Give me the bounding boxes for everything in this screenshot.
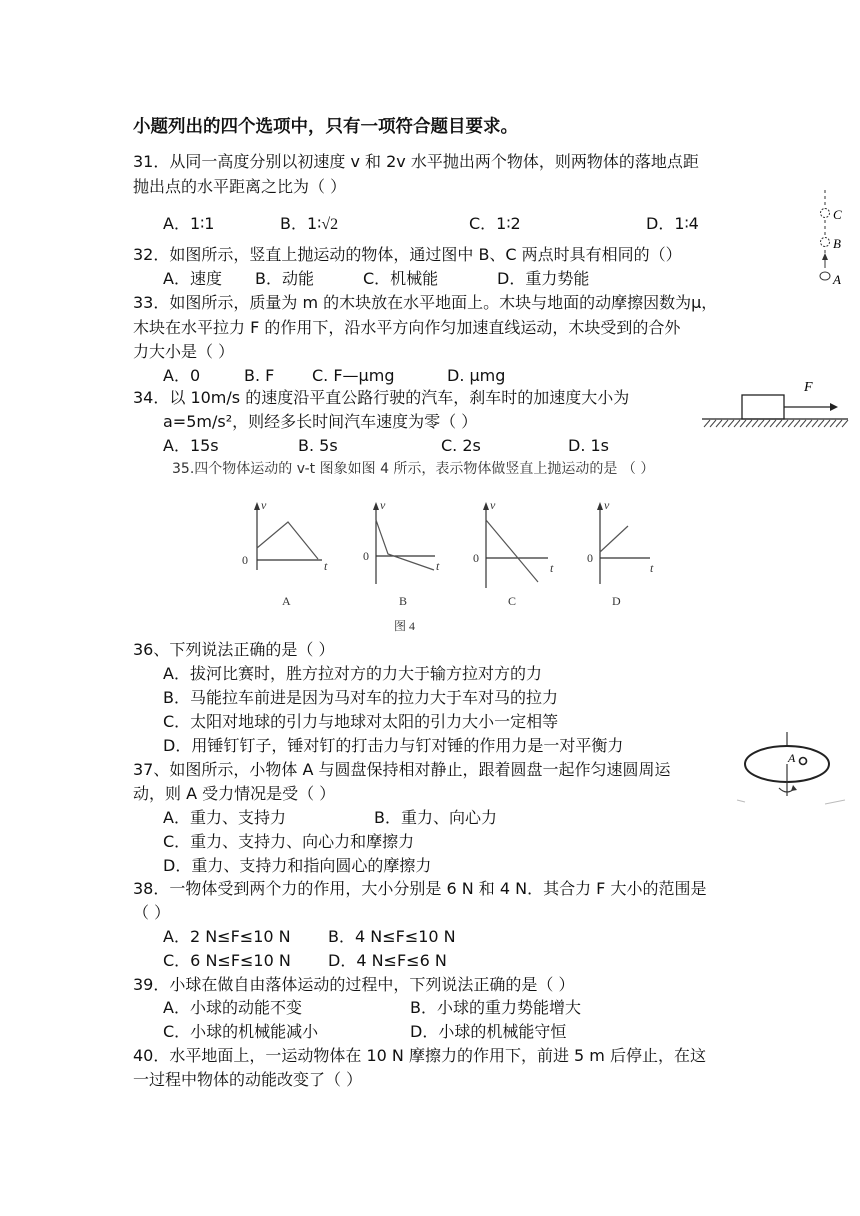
graph-a	[242, 498, 328, 608]
section-heading: 小题列出的四个选项中，只有一项符合题目要求。	[133, 117, 518, 137]
graph-c-caption: C	[508, 594, 517, 608]
q32-figure	[805, 188, 860, 288]
graph-b-v-label: v	[380, 498, 386, 512]
q36-option-c: C．太阳对地球的引力与地球对太阳的引力大小一定相等	[163, 712, 559, 731]
q33-stem-line1: 33．如图所示，质量为 m 的木块放在水平地面上。木块与地面的动摩擦因数为μ，	[133, 293, 718, 312]
graph-b-line	[376, 520, 434, 570]
q38-stem-line1: 38．一物体受到两个力的作用，大小分别是 6 N 和 4 N．其合力 F 大小的范围是	[133, 879, 707, 898]
graph-d-caption: D	[612, 594, 621, 608]
q34-option-a: A．15s	[163, 436, 219, 455]
graph-d-t-label: t	[650, 561, 654, 575]
q35-stem: 35.四个物体运动的 v-t 图象如图 4 所示，表示物体做竖直上抛运动的是 （ ）	[172, 461, 655, 477]
q34-stem-line2: a=5m/s²，则经多长时间汽车速度为零（ ）	[163, 412, 478, 431]
q36-option-d: D．用锤钉钉子，锤对钉的打击力与钉对锤的作用力是一对平衡力	[163, 736, 624, 755]
q32-figure-label-a: A	[833, 272, 841, 287]
q32-option-a: A．速度	[163, 269, 222, 288]
q32-option-b: B．动能	[255, 269, 314, 288]
q34-stem-line1: 34．以 10m/s 的速度沿平直公路行驶的汽车，刹车时的加速度大小为	[133, 388, 630, 407]
q38-option-d: D．4 N≤F≤6 N	[328, 951, 447, 970]
q40-stem-line1: 40．水平地面上，一运动物体在 10 N 摩擦力的作用下，前进 5 m 后停止，在这	[133, 1046, 706, 1065]
graph-d	[587, 498, 654, 608]
q36-option-b: B．马能拉车前进是因为马对车的拉力大于车对马的拉力	[163, 688, 558, 707]
q39-option-c: C．小球的机械能减小	[163, 1022, 319, 1041]
q39-stem: 39．小球在做自由落体运动的过程中，下列说法正确的是（ ）	[133, 975, 575, 994]
q32-figure-label-c: C	[833, 207, 842, 222]
graph-d-v-label: v	[604, 498, 610, 512]
graph-b-origin: 0	[363, 549, 369, 563]
q39-option-d: D．小球的机械能守恒	[410, 1022, 567, 1041]
q34-option-b: B. 5s	[298, 436, 338, 455]
q37-figure-label-a: A	[788, 751, 796, 765]
graph-d-line	[600, 526, 628, 552]
graph-c	[473, 498, 554, 608]
q31-option-b-sqrt: √2	[321, 216, 339, 233]
graph-a-origin: 0	[242, 553, 248, 567]
q33-option-a: A．0	[163, 366, 201, 385]
graph-a-v-label: v	[261, 498, 267, 512]
q38-option-c: C．6 N≤F≤10 N	[163, 951, 291, 970]
q34-option-d: D. 1s	[568, 436, 610, 455]
q33-option-c: C. F—μmg	[312, 366, 395, 385]
q31-option-b-prefix: B．1∶	[280, 214, 322, 233]
q31-stem-line2: 抛出点的水平距离之比为（ ）	[133, 177, 347, 196]
graph-a-caption: A	[282, 594, 291, 608]
q33-option-b: B. F	[244, 366, 275, 385]
graph-a-t-label: t	[324, 559, 328, 573]
q32-option-c: C．机械能	[363, 269, 439, 288]
q37-stem-line2: 动，则 A 受力情况是受（ ）	[133, 784, 336, 803]
figure-4-caption: 图 4	[394, 619, 416, 633]
q32-option-d: D．重力势能	[497, 269, 590, 288]
q37-option-c: C．重力、支持力、向心力和摩擦力	[163, 832, 415, 851]
q38-option-b: B．4 N≤F≤10 N	[328, 927, 456, 946]
q37-option-a: A．重力、支持力	[163, 808, 286, 827]
q40-stem-line2: 一过程中物体的动能改变了（ ）	[133, 1070, 363, 1089]
graph-c-t-label: t	[550, 561, 554, 575]
q37-option-d: D．重力、支持力和指向圆心的摩擦力	[163, 856, 432, 875]
q31-option-d: D．1∶4	[646, 214, 699, 233]
q31-option-c: C．1∶2	[469, 214, 521, 233]
q36-option-a: A．拔河比赛时，胜方拉对方的力大于输方拉对方的力	[163, 664, 542, 683]
graph-a-line	[257, 522, 318, 559]
q35-graphs	[230, 492, 680, 637]
graph-b-t-label: t	[436, 559, 440, 573]
q33-option-d: D. μmg	[447, 366, 506, 385]
q31-option-b	[280, 214, 338, 235]
q34-option-c: C. 2s	[441, 436, 481, 455]
q33-figure-label-f: F	[804, 380, 813, 395]
q39-option-b: B．小球的重力势能增大	[410, 998, 581, 1017]
q38-stem-line2: （ ）	[133, 903, 171, 922]
q38-option-a: A．2 N≤F≤10 N	[163, 927, 291, 946]
graph-b-caption: B	[399, 594, 408, 608]
graph-d-origin: 0	[587, 551, 593, 565]
q33-stem-line3: 力大小是（ ）	[133, 342, 235, 361]
graph-c-origin: 0	[473, 551, 479, 565]
q31-option-a: A．1∶1	[163, 214, 215, 233]
q32-figure-label-b: B	[833, 236, 841, 251]
graph-c-line	[486, 520, 538, 582]
q31-stem-line1: 31．从同一高度分别以初速度 v 和 2v 水平抛出两个物体，则两物体的落地点距	[133, 152, 699, 171]
graph-b	[363, 498, 440, 608]
block	[742, 395, 784, 419]
q39-option-a: A．小球的动能不变	[163, 998, 302, 1017]
q37-option-b: B．重力、向心力	[374, 808, 497, 827]
q32-stem: 32．如图所示，竖直上抛运动的物体，通过图中 B、C 两点时具有相同的（）	[133, 245, 682, 264]
q33-figure	[700, 375, 850, 435]
q33-stem-line2: 木块在水平拉力 F 的作用下，沿水平方向作匀加速直线运动，木块受到的合外	[133, 318, 681, 337]
q37-figure	[735, 730, 850, 810]
q37-stem-line1: 37、如图所示，小物体 A 与圆盘保持相对静止，跟着圆盘一起作匀速圆周运	[133, 760, 671, 779]
graph-c-v-label: v	[490, 498, 496, 512]
q36-stem: 36、下列说法正确的是（ ）	[133, 640, 335, 659]
